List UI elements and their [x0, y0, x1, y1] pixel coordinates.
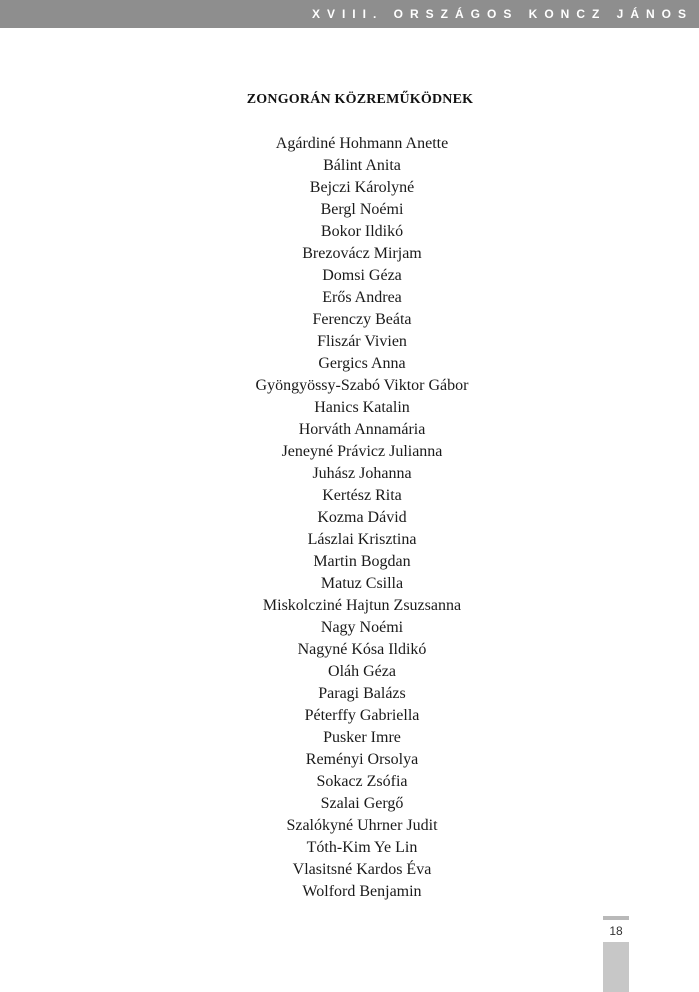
list-item: Kozma Dávid — [317, 509, 407, 526]
list-item: Agárdiné Hohmann Anette — [275, 135, 449, 152]
list-item: Tóth-Kim Ye Lin — [306, 839, 418, 856]
list-item: Fliszár Vivien — [317, 333, 407, 350]
list-item: Gyöngyössy-Szabó Viktor Gábor — [255, 377, 469, 394]
page-tab-bottom — [603, 942, 629, 992]
list-item: Domsi Géza — [322, 267, 402, 284]
list-item: Nagy Noémi — [320, 619, 404, 636]
list-item: Nagyné Kósa Ildikó — [297, 641, 427, 658]
list-item: Horváth Annamária — [298, 421, 426, 438]
list-item: Reményi Orsolya — [305, 751, 419, 768]
list-item: Wolford Benjamin — [302, 883, 422, 900]
list-item: Bokor Ildikó — [320, 223, 404, 240]
list-item: Szalai Gergő — [320, 795, 404, 812]
list-item: Paragi Balázs — [318, 685, 406, 702]
list-item: Matuz Csilla — [320, 575, 404, 592]
list-item: Kertész Rita — [322, 487, 402, 504]
list-item: Oláh Géza — [328, 663, 396, 680]
list-item: Lászlai Krisztina — [307, 531, 417, 548]
names-list — [0, 133, 699, 903]
section-title: ZONGORÁN KÖZREMŰKÖDNEK — [246, 92, 474, 107]
list-item: Pusker Imre — [323, 729, 401, 746]
running-header-title: XVIII. ORSZÁGOS KONCZ JÁNOS — [311, 7, 693, 21]
list-item: Bejczi Károlyné — [309, 179, 415, 196]
list-item: Bálint Anita — [323, 157, 401, 174]
page-number: 18 — [609, 924, 623, 938]
list-item: Miskolcziné Hajtun Zsuzsanna — [262, 597, 462, 614]
list-item: Martin Bogdan — [313, 553, 411, 570]
list-item: Juhász Johanna — [312, 465, 412, 482]
list-item: Brezovácz Mirjam — [302, 245, 422, 262]
list-item: Hanics Katalin — [314, 399, 410, 416]
list-item: Péterffy Gabriella — [304, 707, 420, 724]
list-item: Szalókyné Uhrner Judit — [286, 817, 438, 834]
header-bar — [0, 0, 699, 28]
list-item: Sokacz Zsófia — [316, 773, 408, 790]
list-item: Ferenczy Beáta — [312, 311, 412, 328]
list-item: Jeneyné Právicz Julianna — [281, 443, 443, 460]
list-item: Bergl Noémi — [320, 201, 404, 218]
list-item: Vlasitsné Kardos Éva — [292, 861, 432, 878]
list-item: Gergics Anna — [318, 355, 406, 372]
list-item: Erős Andrea — [322, 289, 402, 306]
